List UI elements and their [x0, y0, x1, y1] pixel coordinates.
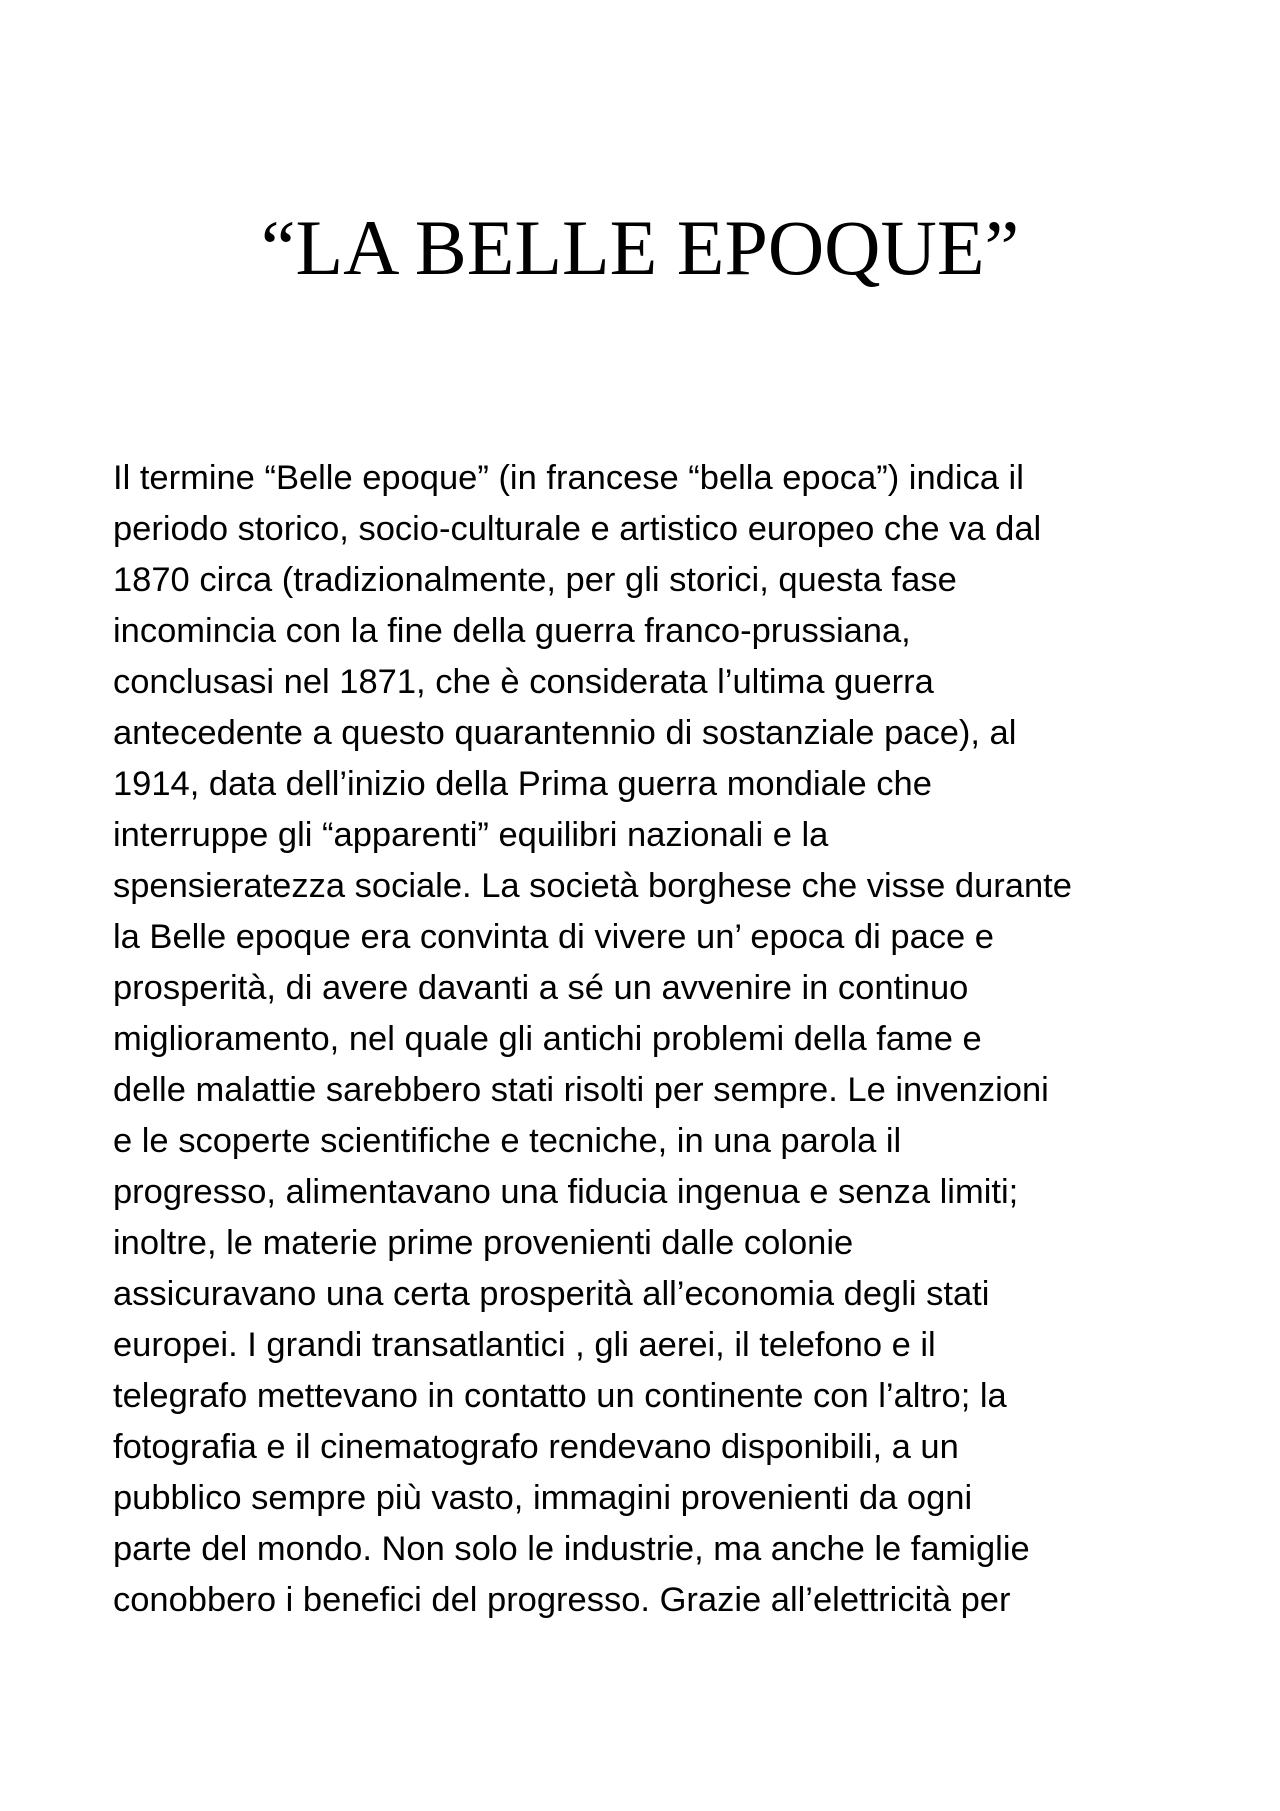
text-line: prosperità, di avere davanti a sé un avvenire in continuo [113, 969, 969, 1007]
text-line: 1870 circa (tradizionalmente, per gli storici, questa fase [113, 561, 957, 599]
text-line: pubblico sempre più vasto, immagini provenienti da ogni [113, 1479, 973, 1517]
text-line: 1914, data dell’inizio della Prima guerra mondiale che [113, 765, 932, 803]
body-paragraph [113, 453, 1203, 1626]
text-line: telegrafo mettevano in contatto un continente con l’altro; la [113, 1377, 1007, 1415]
text-line: delle malattie sarebbero stati risolti per sempre. Le invenzioni [113, 1071, 1049, 1109]
text-line: inoltre, le materie prime provenienti dalle colonie [113, 1224, 854, 1262]
text-line: europei. I grandi transatlantici , gli aerei, il telefono e il [113, 1326, 936, 1364]
text-line: fotografia e il cinematografo rendevano disponibili, a un [113, 1428, 959, 1466]
page-title: “LA BELLE EPOQUE” [260, 204, 1020, 291]
text-line: incomincia con la fine della guerra franco-prussiana, [113, 612, 911, 650]
text-line: miglioramento, nel quale gli antichi problemi della fame e [113, 1020, 982, 1058]
text-line: assicuravano una certa prosperità all’economia degli stati [113, 1275, 990, 1313]
text-line: e le scoperte scientifiche e tecniche, in una parola il [113, 1122, 902, 1160]
text-line: interruppe gli “apparenti” equilibri nazionali e la [113, 816, 829, 854]
text-line: progresso, alimentavano una fiducia ingenua e senza limiti; [113, 1173, 1019, 1211]
text-line: la Belle epoque era convinta di vivere un’ epoca di pace e [113, 918, 994, 956]
text-line: antecedente a questo quarantennio di sostanziale pace), al [113, 714, 1017, 752]
text-line: Il termine “Belle epoque” (in francese “bella epoca”) indica il [113, 459, 1024, 497]
text-line: conclusasi nel 1871, che è considerata l’ultima guerra [113, 663, 934, 701]
text-line: periodo storico, socio-culturale e artistico europeo che va dal [113, 510, 1042, 548]
text-line: parte del mondo. Non solo le industrie, ma anche le famiglie [113, 1530, 1030, 1568]
text-line: conobbero i benefici del progresso. Grazie all’elettricità per [113, 1581, 1011, 1619]
text-line: spensieratezza sociale. La società borghese che visse durante [113, 867, 1072, 905]
